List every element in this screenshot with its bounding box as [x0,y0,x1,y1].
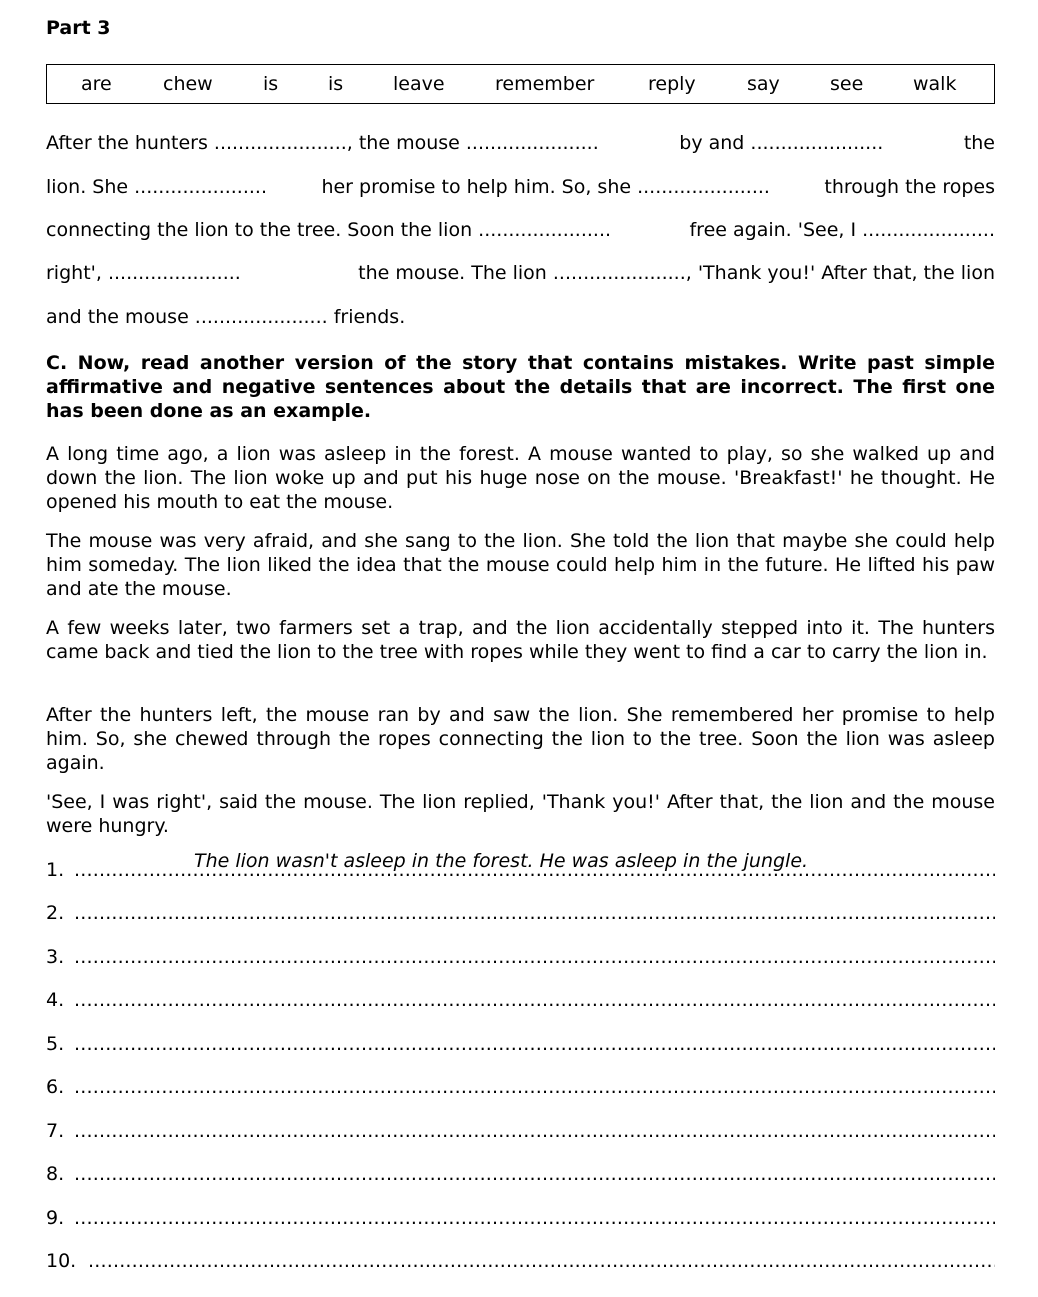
gap-fill-line [46,175,995,199]
part-title: Part 3 [46,17,111,39]
answer-line[interactable] [46,1162,995,1188]
word-bank-item: chew [163,73,213,95]
word-bank-item: is [263,73,279,95]
word-bank-item: see [830,73,864,95]
answer-dotted-line [88,1249,995,1273]
answer-dotted-line [74,945,995,969]
instruction-text: C. Now, read another version of the story that contains mistakes. Write past simple affirmative and negative sentences about the details that are incorrect. The first one has been done as an example. [46,352,995,422]
answer-line[interactable] [46,1249,995,1275]
answer-dotted-line [74,1032,995,1056]
word-bank-item: walk [913,73,957,95]
answer-line[interactable] [46,901,995,927]
answer-number: 10. [46,1250,77,1272]
answer-number: 1. [46,859,65,881]
gap-fill-segment: free again. 'See, I ...................... [689,219,995,241]
answer-number: 6. [46,1076,65,1098]
story-paragraph: After the hunters left, the mouse ran by and saw the lion. She remembered her promise to help him. So, she chewed through the ropes connecting the lion to the tree. Soon the lion was asleep again. [46,704,995,774]
word-bank-item: is [328,73,344,95]
answer-line[interactable] [46,1032,995,1058]
answer-dotted-line [74,988,995,1012]
word-bank-item: remember [495,73,595,95]
gap-fill-line [46,218,995,242]
word-bank-item: leave [393,73,445,95]
answer-line[interactable] [46,988,995,1014]
story-paragraph: 'See, I was right', said the mouse. The lion replied, 'Thank you!' After that, the lion and the mouse were hungry. [46,791,995,837]
answer-number: 4. [46,989,65,1011]
gap-fill-segment: After the hunters ......................, the mouse ...................... [46,132,599,154]
word-bank-item: reply [648,73,696,95]
answer-line[interactable] [46,1119,995,1145]
gap-fill-segment: through the ropes [824,176,995,198]
answer-line[interactable] [46,850,995,884]
answer-dotted-line [74,1119,995,1143]
gap-fill-segment: connecting the lion to the tree. Soon the lion ...................... [46,219,612,241]
answer-dotted-line [74,901,995,925]
example-answer: The lion wasn't asleep in the forest. He was asleep in the jungle. [194,850,809,872]
answer-number: 8. [46,1163,65,1185]
answer-number: 9. [46,1207,65,1229]
gap-fill-line [46,261,995,285]
gap-fill-segment: her promise to help him. So, she ...................... [321,176,770,198]
gap-fill-segment: the [963,132,995,154]
answer-dotted-line [74,1206,995,1230]
gap-fill-segment: the mouse. The lion ......................, 'Thank you!' After that, the lion [358,262,995,284]
gap-fill-segment: right', ...................... [46,262,241,284]
gap-fill-line [46,131,995,155]
answer-line[interactable] [46,1206,995,1232]
word-bank-box [46,64,995,104]
answer-dotted-line [74,1162,995,1186]
story-paragraph: The mouse was very afraid, and she sang to the lion. She told the lion that maybe she could help him someday. The lion liked the idea that the mouse could help him in the future. He lifted his paw and ate the mouse. [46,530,995,600]
gap-fill-segment: lion. She ...................... [46,176,268,198]
story-paragraph: A long time ago, a lion was asleep in the forest. A mouse wanted to play, so she walked up and down the lion. The lion woke up and put his huge nose on the mouse. 'Breakfast!' he thought. He opened his mouth to eat the mouse. [46,443,995,513]
answer-number: 3. [46,946,65,968]
gap-fill-segment: and the mouse ...................... friends. [46,306,406,328]
answer-line[interactable] [46,1075,995,1101]
word-bank-item: are [81,73,112,95]
gap-fill-segment: by and ...................... [679,132,884,154]
gap-fill-line [46,305,995,329]
answer-number: 5. [46,1033,65,1055]
answer-number: 7. [46,1120,65,1142]
answer-dotted-line [74,1075,995,1099]
answer-line[interactable] [46,945,995,971]
story-paragraph: A few weeks later, two farmers set a trap, and the lion accidentally stepped into it. The hunters came back and tied the lion to the tree with ropes while they went to find a car to carry the lion in. [46,617,995,663]
answer-number: 2. [46,902,65,924]
word-bank-item: say [747,73,780,95]
